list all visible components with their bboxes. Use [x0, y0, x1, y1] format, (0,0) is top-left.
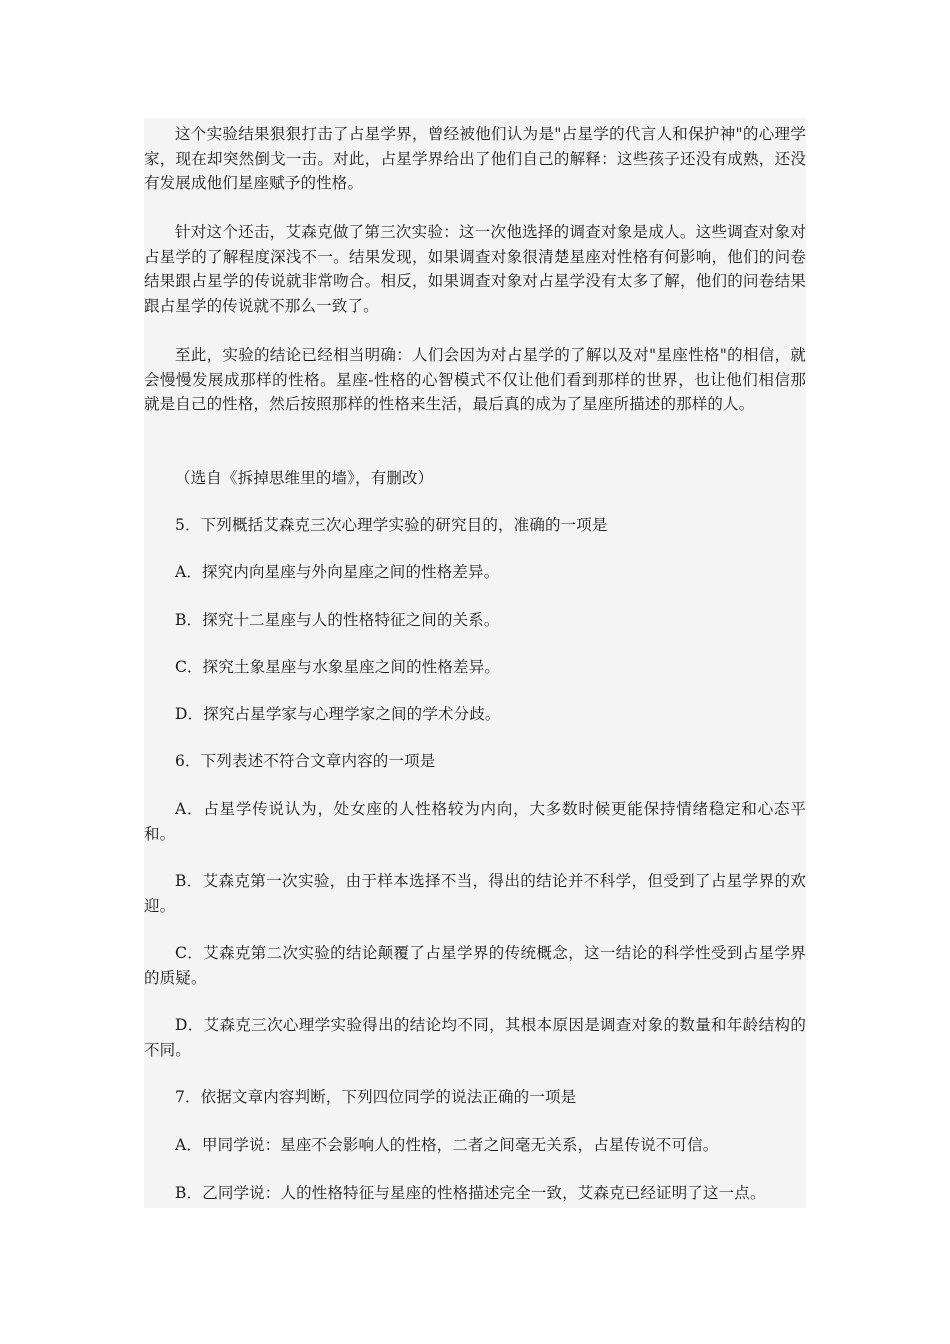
document-page: [144, 118, 806, 1208]
question-6-option-d: D．艾森克三次心理学实验得出的结论均不同，其根本原因是调查对象的数量和年龄结构的不同。: [144, 1016, 806, 1059]
question-5-option-c: C．探究土象星座与水象星座之间的性格差异。: [175, 658, 501, 676]
question-5-option-b: B．探究十二星座与人的性格特征之间的关系。: [175, 611, 500, 629]
question-7-option-b: B．乙同学说：人的性格特征与星座的性格描述完全一致，艾森克已经证明了这一点。: [175, 1184, 766, 1202]
question-6-option-b: B．艾森克第一次实验，由于样本选择不当，得出的结论并不科学，但受到了占星学界的欢迎。: [144, 872, 806, 915]
question-5-option-d: D．探究占星学家与心理学家之间的学术分歧。: [175, 705, 501, 723]
question-5-option-a: A．探究内向星座与外向星座之间的性格差异。: [175, 563, 500, 581]
article-source: （选自《拆掉思维里的墙》，有删改）: [175, 469, 434, 487]
question-7-option-a: A．甲同学说：星座不会影响人的性格，二者之间毫无关系，占星传说不可信。: [175, 1136, 719, 1154]
article-paragraph-3: 至此，实验的结论已经相当明确：人们会因为对占星学的了解以及对"星座性格"的相信，就会慢慢发展成那样的性格。星座-性格的心智模式不仅让他们看到那样的世界，也让他们相信那就是自己的性格，然后按照那样的性格来生活，最后真的成为了星座所描述的那样的人。: [144, 346, 806, 413]
question-6-option-c: C．艾森克第二次实验的结论颠覆了占星学界的传统概念，这一结论的科学性受到占星学界的质疑。: [144, 944, 806, 987]
question-6-option-a: A．占星学传说认为，处女座的人性格较为内向，大多数时候更能保持情绪稳定和心态平和。: [144, 800, 806, 843]
question-7-stem: 7．依据文章内容判断，下列四位同学的说法正确的一项是: [175, 1088, 577, 1106]
question-6-stem: 6．下列表述不符合文章内容的一项是: [175, 752, 436, 770]
article-paragraph-2: 针对这个还击，艾森克做了第三次实验：这一次他选择的调查对象是成人。这些调查对象对占星学的了解程度深浅不一。结果发现，如果调查对象很清楚星座对性格有何影响，他们的问卷结果跟占星学的传说就非常吻合。相反，如果调查对象对占星学没有太多了解，他们的问卷结果跟占星学的传说就不那么一致了。: [144, 223, 806, 315]
question-5-stem: 5．下列概括艾森克三次心理学实验的研究目的，准确的一项是: [175, 516, 608, 534]
article-paragraph-1: 这个实验结果狠狠打击了占星学界，曾经被他们认为是"占星学的代言人和保护神"的心理学家，现在却突然倒戈一击。对此，占星学界给出了他们自己的解释：这些孩子还没有成熟，还没有发展成他们星座赋予的性格。: [144, 125, 806, 192]
